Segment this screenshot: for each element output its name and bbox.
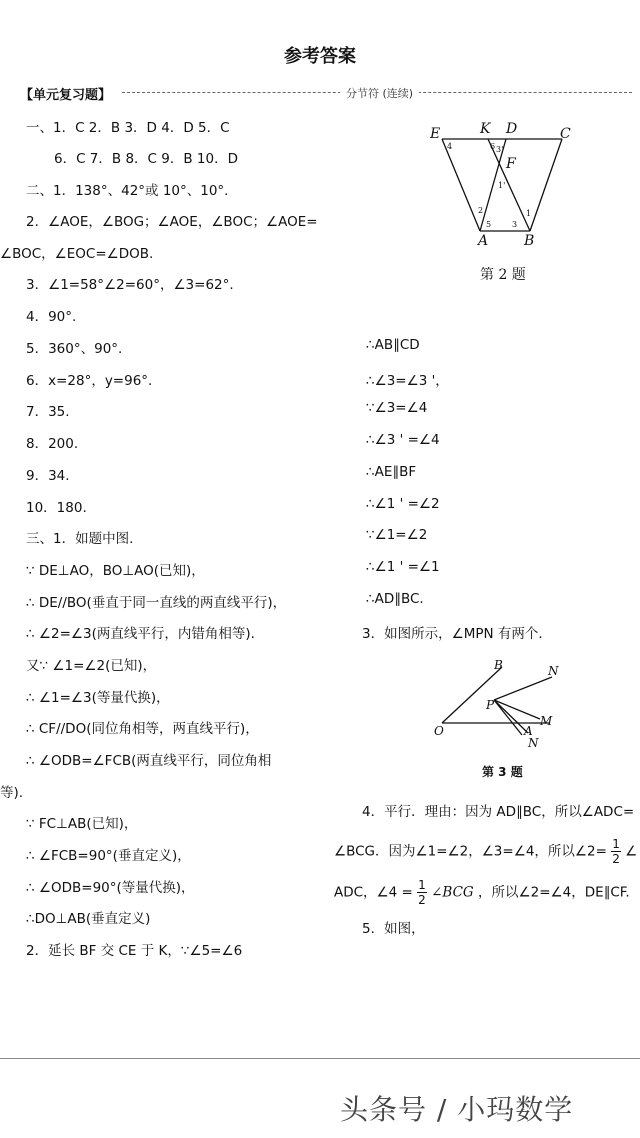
watermark: 头条号 / 小玛数学 xyxy=(340,1093,574,1126)
answer-line: ∵∠3=∠4 xyxy=(366,400,428,416)
page-bottom-rule xyxy=(0,1058,640,1059)
label-A: A xyxy=(478,233,489,249)
answer-line: 3．如图所示，∠MPN 有两个. xyxy=(362,626,543,642)
q4-text: ∠ xyxy=(625,843,638,860)
answer-line: 二、1．138°、42°或 10°、10°. xyxy=(26,183,229,199)
label-B: B xyxy=(524,233,535,249)
label-M: M xyxy=(540,714,553,728)
q4-text: ，所以∠2=∠4，DE∥CF. xyxy=(478,884,630,901)
fraction-numerator: 1 xyxy=(418,878,426,892)
angle-6: 6 xyxy=(490,142,496,151)
label-F: F xyxy=(506,156,516,172)
angle-3: 3 xyxy=(512,220,518,229)
answer-line: 5．如图， xyxy=(362,921,425,937)
answer-line: 10．180. xyxy=(26,500,87,516)
answer-line: 4．平行．理由：因为 AD∥BC，所以∠ADC= xyxy=(362,804,635,820)
label-C: C xyxy=(560,126,571,142)
answer-line xyxy=(334,837,637,866)
q4-angle: ∠BCG xyxy=(431,884,474,901)
answer-line: 一、1．C 2．B 3．D 4．D 5．C xyxy=(26,120,230,136)
answer-line: 2．延长 BF 交 CE 于 K，∵∠5=∠6 xyxy=(26,943,243,959)
fraction xyxy=(611,837,621,866)
q4-text: ADC，∠4 = xyxy=(334,884,413,901)
answer-line: 9．34. xyxy=(26,468,70,484)
answer-line: ∴∠3=∠3 '， xyxy=(366,373,449,389)
answer-line: ∴AB∥CD xyxy=(366,337,420,353)
label-E: E xyxy=(430,126,441,142)
answer-line: ∴∠3 ' =∠4 xyxy=(366,432,440,448)
answer-line: ∴∠1 ' =∠2 xyxy=(366,496,440,512)
answer-line: ∴ ∠ODB=∠FCB(两直线平行，同位角相 xyxy=(26,753,272,769)
answer-line: ∵ FC⊥AB(已知)， xyxy=(26,816,138,832)
answer-line: ∴AE∥BF xyxy=(366,464,417,480)
answer-line xyxy=(334,878,630,907)
answer-line: 等). xyxy=(0,785,24,801)
answer-line: 5．360°、90°. xyxy=(26,341,123,357)
answer-line: 7．35. xyxy=(26,404,70,420)
section-break-label: 分节符 (连续) xyxy=(340,85,419,101)
label-B: B xyxy=(494,658,503,672)
fraction-denominator: 2 xyxy=(418,893,426,907)
page-title: 参考答案 xyxy=(284,46,356,67)
answer-line: 2．∠AOE，∠BOG；∠AOE，∠BOC；∠AOE= xyxy=(26,214,318,230)
fraction-numerator: 1 xyxy=(612,837,620,851)
figure-3-diagram xyxy=(430,655,570,755)
label-A: A xyxy=(524,724,533,738)
angle-1p: 1' xyxy=(498,181,506,190)
answer-line: 3．∠1=58°∠2=60°，∠3=62°. xyxy=(26,277,234,293)
answer-line: ∴ ∠FCB=90°(垂直定义)， xyxy=(26,848,191,864)
label-P: P xyxy=(486,698,495,712)
answer-line: ∴AD∥BC. xyxy=(366,591,424,607)
answer-line: ∵∠1=∠2 xyxy=(366,527,428,543)
label-O: O xyxy=(434,724,444,738)
label-N2: N xyxy=(528,736,539,750)
angle-3p: 3' xyxy=(496,145,504,154)
answer-line: 6．x=28°，y=96°. xyxy=(26,373,153,389)
angle-1: 1 xyxy=(526,209,532,218)
section-header: 【单元复习题】 xyxy=(20,88,112,103)
answer-line: 又∵ ∠1=∠2(已知)， xyxy=(26,658,157,674)
label-N: N xyxy=(548,664,559,678)
angle-5: 5 xyxy=(486,220,492,229)
angle-4: 4 xyxy=(447,142,453,151)
angle-2: 2 xyxy=(478,206,484,215)
label-K: K xyxy=(480,121,491,137)
answer-line: 三、1．如题中图. xyxy=(26,531,134,547)
q4-text: ∠BCG．因为∠1=∠2，∠3=∠4，所以∠2= xyxy=(334,843,607,860)
answer-line: ∴ CF//DO(同位角相等，两直线平行)， xyxy=(26,721,259,737)
answer-line: ∴∠1 ' =∠1 xyxy=(366,559,440,575)
answer-line: ∴ DE//BO(垂直于同一直线的两直线平行)， xyxy=(26,595,287,611)
figure-2-diagram xyxy=(420,116,590,256)
answer-line: ∠BOC，∠EOC=∠DOB. xyxy=(0,246,154,262)
answer-line: ∴ ∠2=∠3(两直线平行，内错角相等). xyxy=(26,626,255,642)
figure-2-caption: 第 2 题 xyxy=(480,267,526,283)
answer-line: ∴DO⊥AB(垂直定义) xyxy=(26,911,151,927)
label-D: D xyxy=(506,121,518,137)
fraction-denominator: 2 xyxy=(612,852,620,866)
answer-line: 8．200. xyxy=(26,436,79,452)
fraction xyxy=(417,878,427,907)
answer-line: ∵ DE⊥AO，BO⊥AO(已知)， xyxy=(26,563,205,579)
answer-line: ∴ ∠1=∠3(等量代换)， xyxy=(26,690,170,706)
answer-line: ∴ ∠ODB=90°(等量代换)， xyxy=(26,880,195,896)
answer-line: 4．90°. xyxy=(26,309,77,325)
figure-3-caption: 第 3 题 xyxy=(482,765,523,779)
answer-line: 6．C 7．B 8．C 9．B 10．D xyxy=(54,151,238,167)
